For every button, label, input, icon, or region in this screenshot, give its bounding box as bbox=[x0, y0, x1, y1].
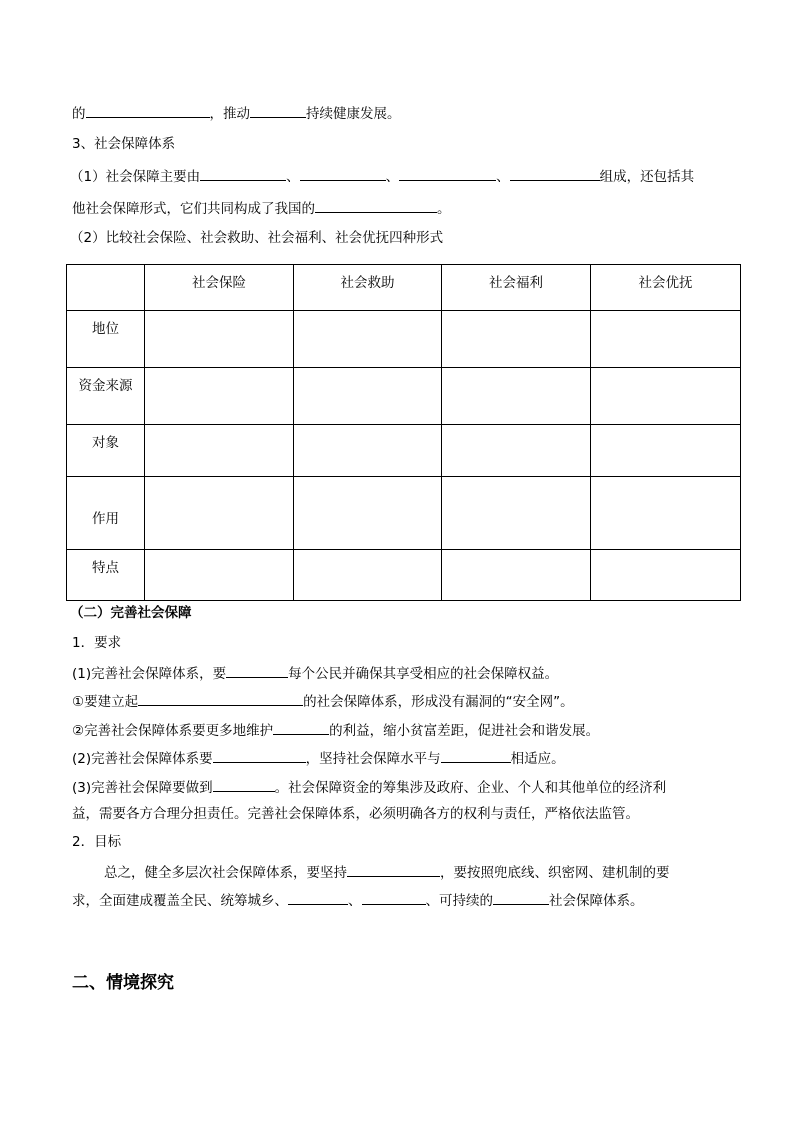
answer-cell[interactable] bbox=[442, 550, 591, 601]
fill-blank[interactable] bbox=[273, 720, 329, 735]
text: (2)完善社会保障体系要 bbox=[72, 751, 213, 767]
fill-blank[interactable] bbox=[226, 663, 288, 678]
row-header: 特点 bbox=[67, 550, 145, 601]
answer-cell[interactable] bbox=[145, 311, 294, 368]
req-2 bbox=[72, 748, 565, 768]
answer-cell[interactable] bbox=[145, 550, 294, 601]
goal-line1 bbox=[104, 862, 670, 882]
row-header: 资金来源 bbox=[67, 368, 145, 425]
goal-line2 bbox=[72, 890, 644, 910]
fill-blank[interactable] bbox=[250, 103, 306, 118]
column-header: 社会优抚 bbox=[591, 265, 741, 311]
answer-cell[interactable] bbox=[294, 477, 442, 550]
answer-cell[interactable] bbox=[591, 368, 741, 425]
text: 的利益，缩小贫富差距，促进社会和谐发展。 bbox=[329, 723, 600, 739]
table-corner-cell bbox=[67, 265, 145, 311]
answer-cell[interactable] bbox=[294, 550, 442, 601]
text: ，推动 bbox=[209, 106, 250, 122]
text: 每个公民并确保其享受相应的社会保障权益。 bbox=[288, 666, 559, 682]
answer-cell[interactable] bbox=[591, 311, 741, 368]
fill-blank[interactable] bbox=[347, 862, 440, 877]
row-header: 对象 bbox=[67, 425, 145, 477]
comparison-table bbox=[66, 264, 741, 601]
table-row bbox=[67, 368, 741, 425]
column-header: 社会救助 bbox=[294, 265, 442, 311]
fill-blank[interactable] bbox=[362, 890, 426, 905]
text: (1)完善社会保障体系，要 bbox=[72, 666, 227, 682]
answer-cell[interactable] bbox=[591, 550, 741, 601]
answer-cell[interactable] bbox=[591, 477, 741, 550]
section-2-title: 二、情境探究 bbox=[72, 973, 174, 993]
text: 的 bbox=[72, 106, 86, 122]
text: 、 bbox=[348, 893, 362, 909]
row-header: 作用 bbox=[67, 477, 145, 550]
text: 、 bbox=[496, 169, 510, 185]
answer-cell[interactable] bbox=[294, 368, 442, 425]
text: 、 bbox=[385, 169, 400, 185]
text: ，坚持社会保障水平与 bbox=[305, 751, 441, 767]
text: 求，全面建成覆盖全民、统筹城乡、 bbox=[72, 893, 288, 909]
fill-blank[interactable] bbox=[288, 890, 348, 905]
fill-blank[interactable] bbox=[510, 166, 600, 181]
text: ①要建立起 bbox=[72, 694, 139, 710]
text: 相适应。 bbox=[510, 751, 565, 767]
fill-blank[interactable] bbox=[213, 748, 306, 763]
req-1 bbox=[72, 663, 558, 683]
column-header: 社会保险 bbox=[145, 265, 294, 311]
row-header: 地位 bbox=[67, 311, 145, 368]
fill-blank[interactable] bbox=[200, 166, 286, 181]
fill-blank[interactable] bbox=[315, 198, 437, 213]
part2-title: （二）完善社会保障 bbox=[70, 605, 192, 621]
req-1-b bbox=[72, 720, 599, 740]
answer-cell[interactable] bbox=[145, 477, 294, 550]
section-3-title: 3、社会保障体系 bbox=[72, 136, 176, 152]
answer-cell[interactable] bbox=[294, 311, 442, 368]
fill-blank[interactable] bbox=[138, 691, 303, 706]
text: （1）社会保障主要由 bbox=[70, 169, 201, 185]
req-1-a bbox=[72, 691, 574, 711]
text: 、可持续的 bbox=[425, 893, 493, 909]
text: 、 bbox=[286, 169, 300, 185]
text: 组成，还包括其 bbox=[599, 169, 695, 185]
req-3-line1 bbox=[72, 777, 666, 797]
intro-line bbox=[72, 103, 401, 123]
text: ，要按照兜底线、织密网、建机制的要 bbox=[440, 865, 670, 881]
table-row bbox=[67, 425, 741, 477]
table-header-row bbox=[67, 265, 741, 311]
table-row bbox=[67, 311, 741, 368]
fill-blank[interactable] bbox=[300, 166, 386, 181]
table-row bbox=[67, 477, 741, 550]
text: (3)完善社会保障要做到 bbox=[72, 780, 213, 796]
req-3-line2: 益，需要各方合理分担责任。完善社会保障体系，必须明确各方的权利与责任，严格依法监管。 bbox=[72, 806, 639, 822]
fill-blank[interactable] bbox=[213, 777, 275, 792]
text: 总之，健全多层次社会保障体系，要坚持 bbox=[104, 865, 347, 881]
answer-cell[interactable] bbox=[442, 368, 591, 425]
answer-cell[interactable] bbox=[442, 477, 591, 550]
fill-blank[interactable] bbox=[86, 103, 210, 118]
answer-cell[interactable] bbox=[442, 425, 591, 477]
answer-cell[interactable] bbox=[145, 368, 294, 425]
fill-blank[interactable] bbox=[399, 166, 496, 181]
answer-cell[interactable] bbox=[442, 311, 591, 368]
answer-cell[interactable] bbox=[145, 425, 294, 477]
sec3-p2: （2）比较社会保险、社会救助、社会福利、社会优抚四种形式 bbox=[70, 230, 444, 246]
fill-blank[interactable] bbox=[493, 890, 549, 905]
sec3-p1-line2 bbox=[72, 198, 451, 218]
table-row bbox=[67, 550, 741, 601]
requirements-title: 1．要求 bbox=[72, 635, 122, 651]
answer-cell[interactable] bbox=[294, 425, 442, 477]
goal-title: 2．目标 bbox=[72, 834, 122, 850]
text: 的社会保障体系，形成没有漏洞的“安全网”。 bbox=[303, 694, 574, 710]
text: ②完善社会保障体系要更多地维护 bbox=[72, 723, 274, 739]
column-header: 社会福利 bbox=[442, 265, 591, 311]
text: 。 bbox=[437, 201, 451, 217]
fill-blank[interactable] bbox=[441, 748, 511, 763]
text: 。社会保障资金的筹集涉及政府、企业、个人和其他单位的经济利 bbox=[274, 780, 667, 796]
text: 社会保障体系。 bbox=[549, 893, 644, 909]
sec3-p1-line1 bbox=[70, 166, 694, 186]
text: 持续健康发展。 bbox=[306, 106, 401, 122]
text: 他社会保障形式，它们共同构成了我国的 bbox=[72, 201, 315, 217]
answer-cell[interactable] bbox=[591, 425, 741, 477]
